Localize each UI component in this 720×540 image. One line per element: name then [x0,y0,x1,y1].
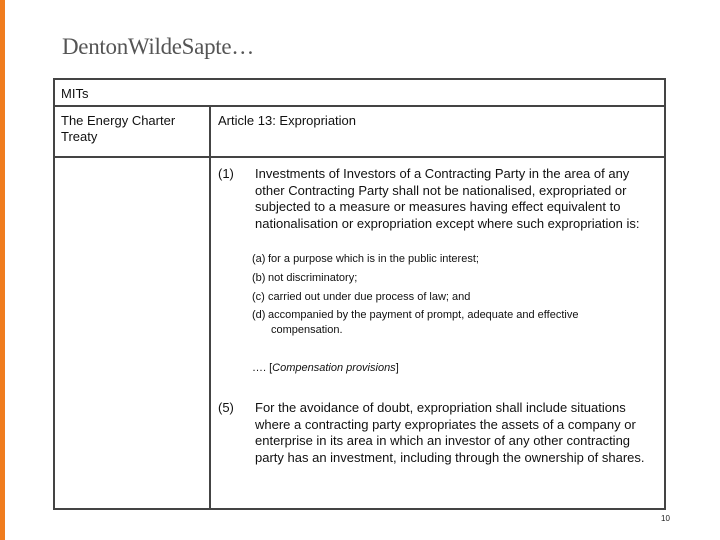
sub-item-text: accompanied by the payment of prompt, adequate and effective [268,309,579,321]
sub-item-c [252,290,657,305]
compensation-note-suffix: ] [395,362,399,374]
sub-item-letter: (b) [252,272,266,284]
page-number: 10 [661,514,670,523]
sub-item-continuation: compensation. [271,324,343,336]
article-title: Article 13: Expropriation [218,113,357,128]
content-table [53,78,666,510]
sub-item-text: not discriminatory; [268,272,358,284]
sub-item-letter: (d) [252,309,266,321]
compensation-note-prefix: …. [ [252,362,273,374]
compensation-note-italic: Compensation provisions [272,362,396,374]
accent-bar [0,0,5,540]
row-divider [55,156,664,158]
paragraph-1-text: Investments of Investors of a Contracting Party in the area of any other Contracting Party shall not be nationalised, expropriated or subjected to a measure or measures having effect equivalent to nationalisation or expropriation except where such expropriation is: [255,166,640,231]
sub-item-letter: (c) [252,291,265,303]
sub-item-d [252,308,657,338]
column-divider [209,105,211,510]
compensation-note [252,362,399,374]
sub-item-letter: (a) [252,253,266,265]
treaty-name: The Energy Charter Treaty [61,113,176,144]
sub-item-text: carried out under due process of law; and [268,291,471,303]
sub-item-b [252,271,657,286]
paragraph-1-number: (1) [218,166,234,181]
table-header-row [55,80,664,107]
table-header-label: MITs [61,86,89,101]
sub-item-text: for a purpose which is in the public interest; [268,253,479,265]
paragraph-5-text: For the avoidance of doubt, expropriation shall include situations where a contracting party expropriates the assets of a company or enterprise in its area in which an investor of any other contracting party has an investment, including through the ownership of shares. [255,400,645,465]
company-logo: DentonWildeSapte… [62,34,254,59]
paragraph-5-number: (5) [218,400,234,415]
sub-item-a [252,252,657,267]
